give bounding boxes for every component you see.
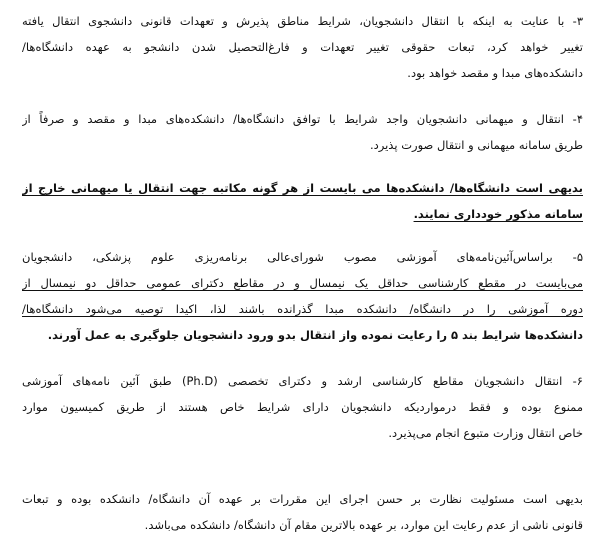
clause-3-line-2: تغییر خواهد کرد، تبعات حقوقی تغییر تعهدات و فارغ‌التحصیل شدن دانشجو به عهده دانشگاه‌ها/ bbox=[22, 40, 583, 54]
closing-note-line-1: بدیهی است مسئولیت نظارت بر حسن اجرای این مقررات بر عهده آن دانشگاه/ دانشکده بوده و تبعات bbox=[22, 492, 583, 506]
emphasis-note bbox=[22, 175, 583, 227]
clause-6 bbox=[22, 368, 583, 446]
clause-6-line-1: ۶- انتقال دانشجویان مقاطع کارشناسی ارشد و دکترای تخصصی (Ph.D) طبق آئین نامه‌های آموزشی bbox=[22, 374, 583, 388]
closing-note-line-2: قانونی ناشی از عدم رعایت این موارد، بر عهده بالاترین مقام آن دانشگاه/ دانشکده می‌باشد. bbox=[144, 518, 583, 532]
clause-4-line-2: طریق سامانه میهمانی و انتقال صورت پذیرد. bbox=[369, 138, 583, 152]
clause-3 bbox=[22, 8, 583, 86]
emphasis-note-line-1: بدیهی است دانشگاه‌ها/ دانشکده‌ها می بایست از هر گونه مکاتبه جهت انتقال یا میهمانی خارج از bbox=[22, 181, 583, 195]
clause-3-line-1: ۳- با عنایت به اینکه با انتقال دانشجویان، شرایط مناطق پذیرش و تعهدات قانونی دانشجوی انتقال یافته bbox=[22, 14, 583, 28]
clause-3-line-3: دانشکده‌های مبدا و مقصد خواهد بود. bbox=[407, 66, 583, 80]
clause-5 bbox=[22, 244, 583, 348]
clause-4-line-1: ۴- انتقال و میهمانی دانشجویان واجد شرایط با توافق دانشگاه‌ها/ دانشکده‌های مبدا و مقصد و صرفاً از bbox=[22, 112, 583, 126]
clause-6-line-2: ممنوع بوده و فقط درمواردیکه دانشجویان دارای شرایط خاص هستند از طریق کمیسیون موارد bbox=[22, 400, 583, 414]
clause-5-line-2: می‌بایست در مقطع کارشناسی حداقل یک نیمسال و در مقاطع دکترای عمومی حداقل دو نیمسال از bbox=[22, 276, 583, 290]
clause-5-line-1: ۵- براساس‌آئین‌نامه‌های آموزشی مصوب شورای‌عالی برنامه‌ریزی علوم پزشکی، دانشجویان bbox=[22, 250, 583, 264]
emphasis-note-line-2: سامانه مذکور خودداری نمایند. bbox=[413, 207, 583, 221]
clause-4 bbox=[22, 106, 583, 158]
closing-note bbox=[22, 486, 583, 538]
clause-5-line-4: دانشکده‌ها شرایط بند ۵ را رعایت نموده واز انتقال بدو ورود دانشجویان جلوگیری به عمل آورند. bbox=[47, 328, 583, 342]
clause-6-line-3: خاص انتقال وزارت متبوع انجام می‌پذیرد. bbox=[388, 426, 583, 440]
clause-5-line-3: دوره آموزشی را در دانشگاه/ دانشکده مبدا گذرانده باشند لذا، اکیدا توصیه می‌شود دانشگاه‌ها/ bbox=[22, 302, 583, 316]
